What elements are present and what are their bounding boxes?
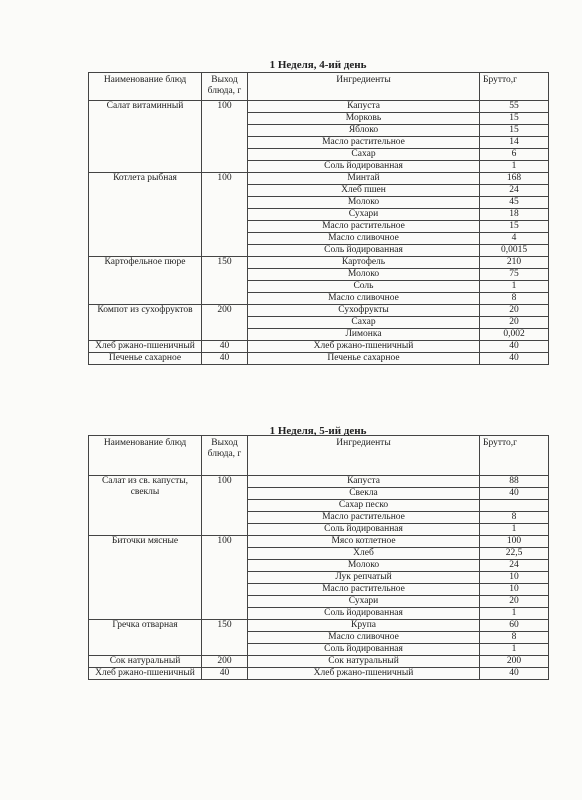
table-row bbox=[89, 476, 549, 488]
brutto-value: 1 bbox=[480, 524, 549, 536]
day5-table-body bbox=[89, 476, 549, 680]
brutto-value: 18 bbox=[480, 209, 549, 221]
ingredient-name: Мясо котлетное bbox=[248, 536, 480, 548]
brutto-value: 24 bbox=[480, 560, 549, 572]
brutto-value: 0,0015 bbox=[480, 245, 549, 257]
header-output: Выход блюда, г bbox=[202, 73, 248, 101]
ingredient-name: Картофель bbox=[248, 257, 480, 269]
dish-name: Салат из св. капусты, свеклы bbox=[89, 476, 202, 536]
dish-name: Биточки мясные bbox=[89, 536, 202, 620]
ingredient-name: Лимонка bbox=[248, 329, 480, 341]
header-ingredients: Ингредиенты bbox=[248, 436, 480, 476]
brutto-value: 8 bbox=[480, 512, 549, 524]
ingredient-name: Капуста bbox=[248, 476, 480, 488]
brutto-value: 1 bbox=[480, 281, 549, 293]
ingredient-name: Морковь bbox=[248, 113, 480, 125]
brutto-value: 40 bbox=[480, 353, 549, 365]
header-dish: Наименование блюд bbox=[89, 73, 202, 101]
brutto-value: 55 bbox=[480, 101, 549, 113]
brutto-value: 40 bbox=[480, 668, 549, 680]
ingredient-name: Молоко bbox=[248, 197, 480, 209]
dish-output: 40 bbox=[202, 341, 248, 353]
brutto-value: 88 bbox=[480, 476, 549, 488]
table-row bbox=[89, 536, 549, 548]
ingredient-name: Соль йодированная bbox=[248, 644, 480, 656]
ingredient-name: Соль bbox=[248, 281, 480, 293]
brutto-value: 22,5 bbox=[480, 548, 549, 560]
table-row bbox=[89, 341, 549, 353]
ingredient-name: Масло растительное bbox=[248, 221, 480, 233]
ingredient-name: Молоко bbox=[248, 269, 480, 281]
brutto-value: 200 bbox=[480, 656, 549, 668]
brutto-value: 1 bbox=[480, 608, 549, 620]
brutto-value: 1 bbox=[480, 161, 549, 173]
brutto-value: 40 bbox=[480, 488, 549, 500]
ingredient-name: Лук репчатый bbox=[248, 572, 480, 584]
ingredient-name: Печенье сахарное bbox=[248, 353, 480, 365]
ingredient-name: Соль йодированная bbox=[248, 524, 480, 536]
table-row bbox=[89, 173, 549, 185]
ingredient-name: Свекла bbox=[248, 488, 480, 500]
ingredient-name: Капуста bbox=[248, 101, 480, 113]
dish-output: 40 bbox=[202, 668, 248, 680]
ingredient-name: Крупа bbox=[248, 620, 480, 632]
ingredient-name: Хлеб bbox=[248, 548, 480, 560]
ingredient-name: Масло сливочное bbox=[248, 293, 480, 305]
ingredient-name: Масло сливочное bbox=[248, 233, 480, 245]
ingredient-name: Хлеб ржано-пшеничный bbox=[248, 668, 480, 680]
brutto-value bbox=[480, 500, 549, 512]
brutto-value: 75 bbox=[480, 269, 549, 281]
ingredient-name: Сухари bbox=[248, 209, 480, 221]
day5-title: 1 Неделя, 5-ий день bbox=[269, 425, 367, 437]
brutto-value: 210 bbox=[480, 257, 549, 269]
ingredient-name: Масло растительное bbox=[248, 512, 480, 524]
brutto-value: 8 bbox=[480, 293, 549, 305]
dish-name: Компот из сухофруктов bbox=[89, 305, 202, 341]
ingredient-name: Сахар bbox=[248, 317, 480, 329]
brutto-value: 4 bbox=[480, 233, 549, 245]
brutto-value: 168 bbox=[480, 173, 549, 185]
ingredient-name: Хлеб пшен bbox=[248, 185, 480, 197]
ingredient-name: Молоко bbox=[248, 560, 480, 572]
ingredient-name: Сухофрукты bbox=[248, 305, 480, 317]
table-row bbox=[89, 353, 549, 365]
dish-output: 100 bbox=[202, 101, 248, 173]
header-brutto: Брутто,г bbox=[480, 436, 549, 476]
dish-name: Сок натуральный bbox=[89, 656, 202, 668]
ingredient-name: Сахар bbox=[248, 149, 480, 161]
brutto-value: 8 bbox=[480, 632, 549, 644]
day5-menu-table bbox=[88, 435, 549, 680]
dish-output: 150 bbox=[202, 620, 248, 656]
table-row bbox=[89, 668, 549, 680]
dish-output: 200 bbox=[202, 656, 248, 668]
brutto-value: 10 bbox=[480, 572, 549, 584]
table-row bbox=[89, 257, 549, 269]
header-brutto: Брутто,г bbox=[480, 73, 549, 101]
brutto-value: 14 bbox=[480, 137, 549, 149]
table-row bbox=[89, 656, 549, 668]
day5-header-row bbox=[89, 436, 549, 476]
dish-output: 100 bbox=[202, 173, 248, 257]
ingredient-name: Сахар песко bbox=[248, 500, 480, 512]
dish-name: Хлеб ржано-пшеничный bbox=[89, 668, 202, 680]
brutto-value: 20 bbox=[480, 305, 549, 317]
dish-name: Хлеб ржано-пшеничный bbox=[89, 341, 202, 353]
ingredient-name: Соль йодированная bbox=[248, 608, 480, 620]
table-row bbox=[89, 101, 549, 113]
brutto-value: 20 bbox=[480, 596, 549, 608]
brutto-value: 6 bbox=[480, 149, 549, 161]
ingredient-name: Масло растительное bbox=[248, 137, 480, 149]
ingredient-name: Сок натуральный bbox=[248, 656, 480, 668]
table-row bbox=[89, 620, 549, 632]
day4-table-body bbox=[89, 101, 549, 365]
table-row bbox=[89, 305, 549, 317]
header-ingredients: Ингредиенты bbox=[248, 73, 480, 101]
brutto-value: 15 bbox=[480, 125, 549, 137]
ingredient-name: Соль йодированная bbox=[248, 245, 480, 257]
brutto-value: 60 bbox=[480, 620, 549, 632]
brutto-value: 20 bbox=[480, 317, 549, 329]
ingredient-name: Сухари bbox=[248, 596, 480, 608]
brutto-value: 1 bbox=[480, 644, 549, 656]
dish-output: 150 bbox=[202, 257, 248, 305]
dish-output: 200 bbox=[202, 305, 248, 341]
header-output: Выход блюда, г bbox=[202, 436, 248, 476]
ingredient-name: Яблоко bbox=[248, 125, 480, 137]
dish-name: Картофельное пюре bbox=[89, 257, 202, 305]
ingredient-name: Хлеб ржано-пшеничный bbox=[248, 341, 480, 353]
brutto-value: 15 bbox=[480, 221, 549, 233]
dish-name: Гречка отварная bbox=[89, 620, 202, 656]
dish-name: Печенье сахарное bbox=[89, 353, 202, 365]
dish-output: 100 bbox=[202, 536, 248, 620]
brutto-value: 15 bbox=[480, 113, 549, 125]
ingredient-name: Соль йодированная bbox=[248, 161, 480, 173]
brutto-value: 40 bbox=[480, 341, 549, 353]
day4-title: 1 Неделя, 4-ий день bbox=[269, 59, 367, 71]
brutto-value: 0,002 bbox=[480, 329, 549, 341]
brutto-value: 10 bbox=[480, 584, 549, 596]
day4-header-row bbox=[89, 73, 549, 101]
dish-output: 40 bbox=[202, 353, 248, 365]
brutto-value: 24 bbox=[480, 185, 549, 197]
dish-name: Салат витаминный bbox=[89, 101, 202, 173]
ingredient-name: Масло сливочное bbox=[248, 632, 480, 644]
header-dish: Наименование блюд bbox=[89, 436, 202, 476]
dish-output: 100 bbox=[202, 476, 248, 536]
day4-menu-table bbox=[88, 72, 549, 365]
ingredient-name: Масло растительное bbox=[248, 584, 480, 596]
dish-name: Котлета рыбная bbox=[89, 173, 202, 257]
brutto-value: 45 bbox=[480, 197, 549, 209]
brutto-value: 100 bbox=[480, 536, 549, 548]
ingredient-name: Минтай bbox=[248, 173, 480, 185]
